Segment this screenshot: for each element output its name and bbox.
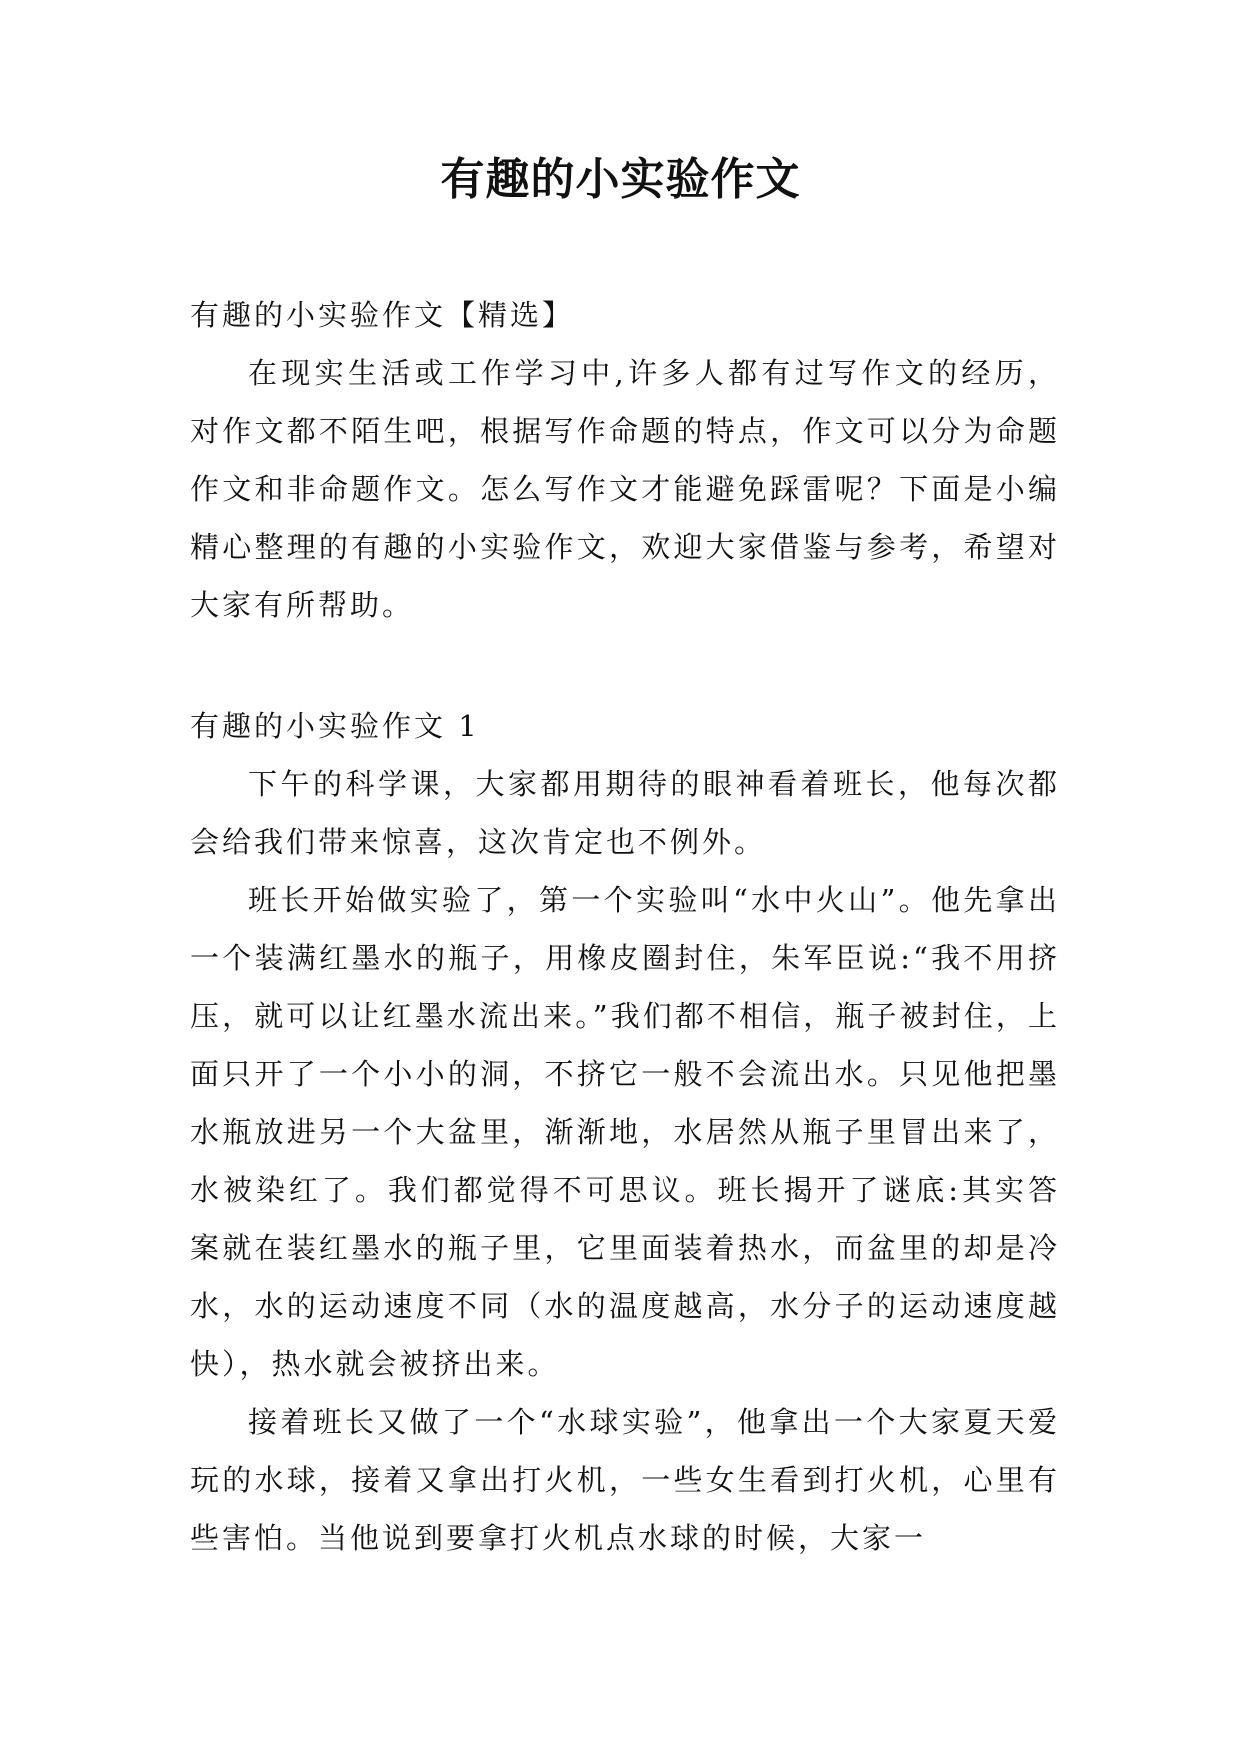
document-title: 有趣的小实验作文 [440, 154, 801, 205]
intro-block [190, 286, 1060, 634]
document-subtitle: 有趣的小实验作文【精选】 [190, 298, 575, 332]
section-heading: 有趣的小实验作文 1 [190, 709, 480, 743]
essay-section-1 [190, 697, 1060, 1567]
essay-paragraph-2: 班长开始做实验了，第一个实验叫“水中火山”。他先拿出一个装满红墨水的瓶子，用橡皮圈封住，朱军臣说:“我不用挤压，就可以让红墨水流出来。”我们都不相信，瓶子被封住，上面只开了一个小小的洞，不挤它一般不会流出水。只见他把墨水瓶放进另一个大盆里，渐渐地，水居然从瓶子里冒出来了，水被染红了。我们都觉得不可思议。班长揭开了谜底:其实答案就在装红墨水的瓶子里，它里面装着热水，而盆里的却是冷水，水的运动速度不同（水的温度越高，水分子的运动速度越快），热水就会被挤出来。 [190, 883, 1060, 1381]
intro-paragraph: 在现实生活或工作学习中,许多人都有过写作文的经历，对作文都不陌生吧，根据写作命题的特点，作文可以分为命题作文和非命题作文。怎么写作文才能避免踩雷呢？下面是小编精心整理的有趣的小实验作文，欢迎大家借鉴与参考，希望对大家有所帮助。 [190, 356, 1060, 622]
essay-paragraph-3: 接着班长又做了一个“水球实验”，他拿出一个大家夏天爱玩的水球，接着又拿出打火机，一些女生看到打火机，心里有些害怕。当他说到要拿打火机点水球的时候，大家一 [190, 1405, 1060, 1555]
essay-paragraph-1: 下午的科学课，大家都用期待的眼神看着班长，他每次都会给我们带来惊喜，这次肯定也不例外。 [190, 767, 1060, 859]
